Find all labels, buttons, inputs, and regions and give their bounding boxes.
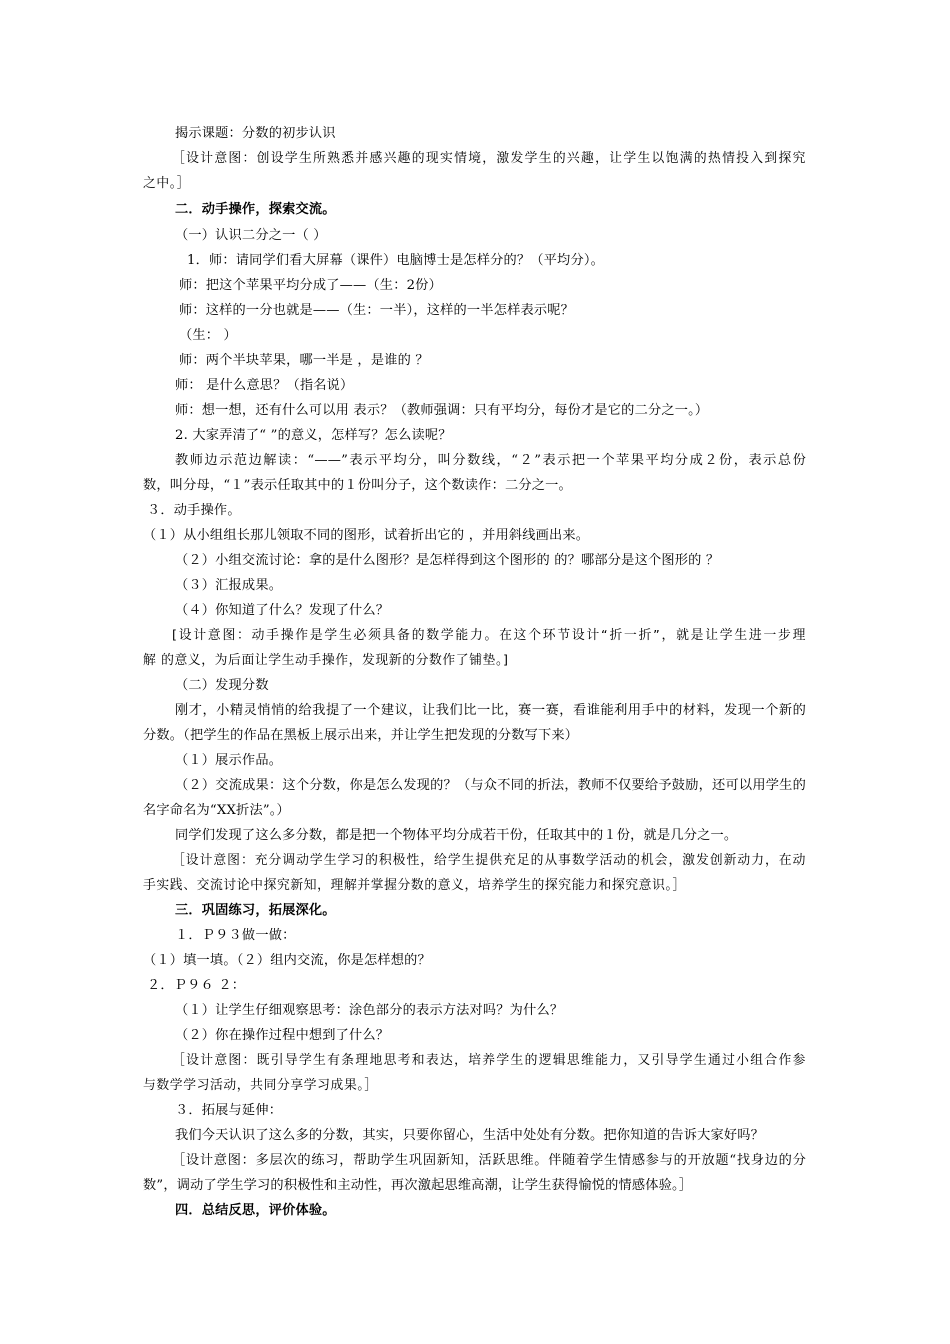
text-line: 同学们发现了这么多分数，都是把一个物体平均分成若干份，任取其中的１份，就是几分之一。 [175,828,738,843]
section-heading: 四．总结反思，评价体验。 [175,1203,336,1218]
text-line: 师：两个半块苹果，哪一半是 ，是谁的 ？ [179,353,429,368]
text-line: 1．师：请同学们看大屏幕（课件）电脑博士是怎样分的？（平均分）。 [187,253,604,268]
text-line: （３）汇报成果。 [175,578,283,593]
text-line: 揭示课题：分数的初步认识 [175,126,336,141]
text-line: ３．动手操作。 [147,503,241,518]
subsection-heading: （一）认识二分之一（ ） [175,228,327,243]
text-line: 分数。（把学生的作品在黑板上展示出来，并让学生把发现的分数写下来） [143,728,579,743]
text-line: （１）展示作品。 [175,753,283,768]
text-line: （１）填一填。（２）组内交流，你是怎样想的？ [143,953,431,968]
text-line: ２．Ｐ９６ ２： [147,978,246,993]
design-intent-line: ［设计意图：创设学生所熟悉并感兴趣的现实情境，激发学生的兴趣，让学生以饱满的热情投入到探究 [172,151,806,166]
text-line: 名字命名为“XX折法”。） [143,803,290,818]
text-line: 教师边示范边解读：“——”表示平均分，叫分数线，“２”表示把一个苹果平均分成２份，表示总份 [175,453,806,468]
text-line: （２）小组交流讨论：拿的是什么图形？是怎样得到这个图形的 的？哪部分是这个图形的 ？ [175,553,720,568]
design-intent-line: [设计意图：动手操作是学生必须具备的数学能力。在这个环节设计“折一折”，就是让学生进一步理 [172,628,806,643]
text-line: （生： ） [179,328,237,343]
design-intent-line: 之中。］ [143,176,191,191]
text-line: 数，叫分母，“１”表示任取其中的１份叫分子，这个数读作：二分之一。 [143,478,572,493]
design-intent-line: ［设计意图：多层次的练习，帮助学生巩固新知，活跃思维。伴随着学生情感参与的开放题“找身边的分 [172,1153,806,1168]
design-intent-line: 解 的意义，为后面让学生动手操作，发现新的分数作了铺垫。] [143,653,509,668]
text-line: （１）让学生仔细观察思考：涂色部分的表示方法对吗？为什么？ [175,1003,564,1018]
text-line: 师：这样的一分也就是——（生：一半），这样的一半怎样表示呢？ [179,303,575,318]
design-intent-line: ［设计意图：充分调动学生学习的积极性，给学生提供充足的从事数学活动的机会，激发创新动力，在动 [172,853,806,868]
text-line: １．Ｐ９３做一做： [175,928,296,943]
text-line: （１）从小组组长那儿领取不同的图形，试着折出它的 ，并用斜线画出来。 [143,528,590,543]
design-intent-line: 数”，调动了学生学习的积极性和主动性，再次激起思维高潮，让学生获得愉悦的情感体验。］ [143,1178,693,1193]
section-heading: 三．巩固练习，拓展深化。 [175,903,336,918]
text-line: 2. 大家弄清了“ ”的意义，怎样写？怎么读呢？ [175,428,452,443]
text-line: 我们今天认识了这么多的分数，其实，只要你留心，生活中处处有分数。把你知道的告诉大家好吗？ [175,1128,765,1143]
text-line: （２）你在操作过程中想到了什么？ [175,1028,390,1043]
text-line: 师：想一想，还有什么可以用 表示？（教师强调：只有平均分，每份才是它的二分之一。） [175,403,709,418]
text-line: 师： 是什么意思？（指名说） [175,378,354,393]
text-line: 师：把这个苹果平均分成了——（生：2份） [179,278,442,293]
subsection-heading: （二）发现分数 [175,678,269,693]
text-line: （４）你知道了什么？发现了什么？ [175,603,390,618]
text-line: （２）交流成果：这个分数，你是怎么发现的？（与众不同的折法，教师不仅要给予鼓励，还可以用学生的 [175,778,806,793]
design-intent-line: 手实践、交流讨论中探究新知，理解并掌握分数的意义，培养学生的探究能力和探究意识。］ [143,878,686,893]
text-line: 刚才，小精灵悄悄的给我提了一个建议，让我们比一比，赛一赛，看谁能利用手中的材料，发现一个新的 [175,703,806,718]
design-intent-line: ［设计意图：既引导学生有条理地思考和表达，培养学生的逻辑思维能力，又引导学生通过小组合作参 [172,1053,806,1068]
section-heading: 二．动手操作，探索交流。 [175,202,336,217]
text-line: ３．拓展与延伸： [175,1103,283,1118]
design-intent-line: 与数学学习活动，共同分享学习成果。］ [143,1078,378,1093]
